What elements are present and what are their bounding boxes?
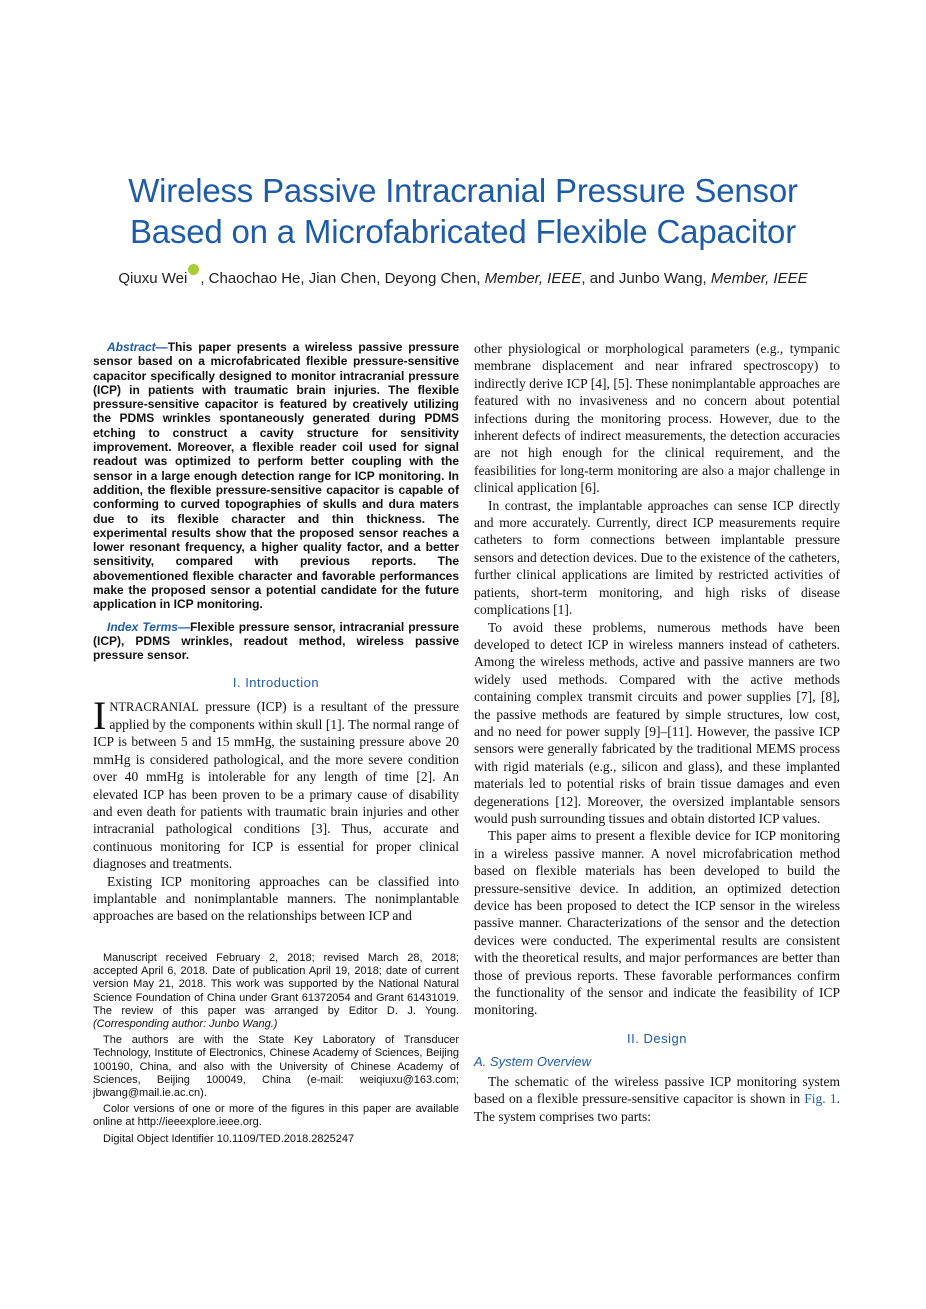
- author-membership-1: Member, IEEE: [484, 270, 582, 287]
- title-line-1: Wireless Passive Intracranial Pressure Sensor: [128, 172, 798, 209]
- section-heading-design: II. Design: [627, 1030, 687, 1046]
- paper-title: [60, 170, 866, 252]
- footnote-color: Color versions of one or more of the figures in this paper are available online at http://ieeexplore.ieee.org.: [93, 1103, 459, 1129]
- right-paragraph-3: To avoid these problems, numerous methods have been developed to detect ICP in wireless manners instead of catheters. Among the wireless methods, active and passive manners are two widely used methods. Compared with the active methods containing complex transmit circuits and power supplies [7], [8], the passive methods are featured by simple structures, low cost, and no need for power supply [9]–[11]. However, the passive ICP sensors were generally fabricated by the traditional MEMS process with rigid materials (e.g., silicon and glass), and these implanted materials led to potential risks of brain tissue damages and even degenerations [12]. Moreover, the oversized implantable sensors would push surrounding tissues and obtain distorted ICP values.: [474, 619, 840, 826]
- right-column: [474, 340, 840, 1125]
- author-and: , and Junbo Wang,: [581, 270, 711, 287]
- intro-caps: NTRACRANIAL: [109, 699, 199, 714]
- design-text-a: The schematic of the wireless passive ICP monitoring system based on a flexible pressure-sensitive capacitor is shown in: [474, 1073, 840, 1107]
- footnote-affiliation: The authors are with the State Key Laboratory of Transducer Technology, Institute of Electronics, Chinese Academy of Sciences, Beijing 100190, China, and also with the University of Chinese Academy of Sciences, Beijing 100049, China (e-mail: weiqiuxu@163.com; jbwang@mail.ie.ac.cn).: [93, 1034, 459, 1100]
- abstract-text: This paper presents a wireless passive pressure sensor based on a microfabricated flexible pressure-sensitive capacitor specifically designed to monitor intracranial pressure (ICP) in patients with traumatic brain injuries. The flexible pressure-sensitive capacitor is featured by creatively utilizing the PDMS wrinkles spontaneously generated during PDMS etching to construct a cavity structure for sensitivity improvement. Moreover, a flexible reader coil used for signal readout was optimized to perform better coupling with the sensor in a large enough detection range for ICP monitoring. In addition, the flexible pressure-sensitive capacitor is capable of conforming to curved topographies of skulls and dura maters due to its flexible character and thin thickness. The experimental results show that the proposed sensor reaches a lower resonant frequency, a higher quality factor, and a better sensitivity, compared with previous reports. The abovementioned flexible character and favorable performances make the proposed sensor a potential candidate for the future application in ICP monitoring.: [93, 340, 459, 612]
- abstract-lead: Abstract—: [107, 340, 168, 354]
- figure-link[interactable]: Fig. 1: [804, 1091, 837, 1107]
- design-text-b: . The system comprises two parts:: [474, 1091, 840, 1124]
- author-membership-2: Member, IEEE: [710, 270, 808, 287]
- intro-text-1: pressure (ICP) is a resultant of the pressure applied by the components within skull [1]. The normal range of ICP is between 5 and 15 mmHg, the sustaining pressure above 20 mmHg is considered pathological, and the more severe condition over 40 mmHg is intolerable for any length of time [2]. An elevated ICP has been proven to be a primary cause of disability and even death for patients with traumatic brain injuries and other intracranial pathological conditions [3]. Thus, accurate and continuous monitoring for ICP is essential for proper clinical diagnoses and treatments.: [93, 698, 459, 872]
- right-paragraph-1: other physiological or morphological parameters (e.g., tympanic membrane displacement and near infrared spectroscopy) to indirectly derive ICP [4], [5]. These nonimplantable approaches are featured with no invasiveness and no concern about potential infections during the monitoring process. However, due to the inherent defects of indirect measurements, the detection accuracies are not high enough for the clinical requirement, and the feasibilities for long-term monitoring are also a major challenge in clinical application [6].: [474, 341, 840, 496]
- index-terms-text: Flexible pressure sensor, intracranial pressure (ICP), PDMS wrinkles, readout method, wireless passive pressure sensor.: [93, 619, 459, 663]
- section-heading-introduction: I. Introduction: [232, 674, 320, 690]
- index-terms-lead: Index Terms—: [107, 619, 190, 634]
- title-line-2: Based on a Microfabricated Flexible Capacitor: [129, 213, 796, 250]
- author-rest: , Chaochao He, Jian Chen, Deyong Chen,: [200, 270, 485, 287]
- orcid-icon[interactable]: [188, 264, 199, 275]
- left-column: [93, 340, 459, 925]
- footnote-manuscript: [93, 952, 459, 1031]
- footnote-doi: Digital Object Identifier 10.1109/TED.2018.2825247: [103, 1132, 355, 1145]
- intro-paragraph-1: [93, 692, 459, 873]
- author-list: [40, 266, 886, 287]
- abstract: [93, 340, 459, 612]
- subsection-heading-system-overview: A. System Overview: [474, 1053, 592, 1069]
- footnote-corresponding: (Corresponding author: Junbo Wang.): [93, 1018, 278, 1031]
- index-terms: [93, 620, 459, 663]
- author-first: Qiuxu Wei: [118, 270, 188, 287]
- right-paragraph-4: This paper aims to present a flexible device for ICP monitoring in a wireless passive manner. A novel microfabrication method based on flexible materials has been developed to build the pressure-sensitive device. In addition, an optimized detection device has been proposed to detect the ICP sensor in the wireless passive manner. Characterizations of the sensor and the detection devices were conducted. The experimental results are consistent with the theoretical results, and major performances are better than those of previous reports. These favorable performances confirm the functionality of the sensor and indicate the feasibility of ICP monitoring.: [474, 828, 840, 1018]
- footnotes: [93, 952, 459, 1149]
- intro-paragraph-2: Existing ICP monitoring approaches can be classified into implantable and nonimplantable manners. The nonimplantable approaches are based on the relationships between ICP and: [93, 873, 459, 924]
- footnote-manuscript-text: Manuscript received February 2, 2018; revised March 28, 2018; accepted April 6, 2018. Date of publication April 19, 2018; date of current version May 21, 2018. This work was supported by the National Natural Science Foundation of China under Grant 61372054 and Grant 61431019. The review of this paper was arranged by Editor D. J. Young.: [93, 952, 459, 1017]
- design-paragraph-1: [474, 1073, 840, 1125]
- drop-cap: I: [93, 692, 107, 738]
- right-paragraph-2: In contrast, the implantable approaches can sense ICP directly and more accurately. Currently, direct ICP measurements require catheters to form connections between implantable pressure sensors and detection devices. Due to the existence of the catheters, further clinical applications are limited by restricted activities of patients, short-term monitoring, and high risks of disease complications [1].: [474, 497, 840, 618]
